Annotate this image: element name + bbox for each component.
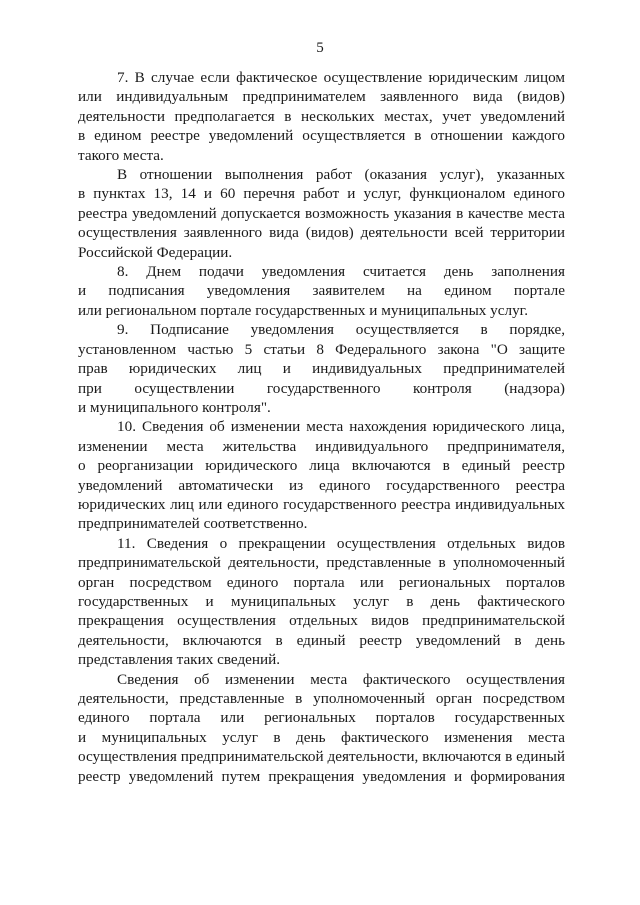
text-line: Российской Федерации. [78,243,233,261]
text-line: единого портала или региональных порталов государственных [78,709,565,727]
paragraph-7 [78,670,565,786]
text-line: деятельности, представленные в уполномоченный орган посредством [78,690,565,707]
text-line: деятельности предполагается в нескольких местах, учет уведомлений [78,107,565,125]
text-line: 11. Сведения о прекращении осуществления отдельных видов [117,534,565,552]
body-text [78,68,565,786]
text-line: в пунктах 13, 14 и 60 перечня работ и услуг, функционалом единого [78,185,565,203]
text-line: такого места. [78,146,164,164]
text-line: 8. Днем подачи уведомления считается день заполнения [117,263,565,281]
text-line: осуществления заявленного вида (видов) деятельности всей территории [78,224,565,242]
paragraph-6 [78,534,565,670]
text-line: 10. Сведения об изменении места нахождения юридического лица, [117,418,565,436]
text-line: государственных и муниципальных услуг в день фактического [78,592,565,610]
text-line: предпринимательской деятельности, представленные в уполномоченный [78,554,565,572]
text-line: представления таких сведений. [78,651,281,669]
text-line: прекращения осуществления отдельных видов предпринимательской [78,612,565,630]
text-line: о реорганизации юридического лица включаются в единый реестр [78,457,565,475]
text-line: уведомлений автоматически из единого государственного реестра [78,476,565,494]
text-line: Сведения об изменении места фактического осуществления [117,670,565,688]
text-line: или индивидуальным предпринимателем заявленного вида (видов) [78,88,565,106]
paragraph-1 [78,68,565,165]
paragraph-3 [78,262,565,320]
text-line: осуществления предпринимательской деятельности, включаются в единый [78,748,565,766]
paragraph-4 [78,320,565,417]
text-line: предпринимателей соответственно. [78,515,308,533]
text-line: изменении места жительства индивидуального предпринимателя, [78,437,565,455]
text-line: 7. В случае если фактическое осуществление юридическим лицом [117,69,565,86]
paragraph-2 [78,165,565,262]
page-number: 5 [316,40,324,56]
text-line: В отношении выполнения работ (оказания услуг), указанных [117,166,565,184]
text-line: и подписания уведомления заявителем на едином портале [78,282,565,300]
text-line: установленном частью 5 статьи 8 Федерального закона "О защите [78,340,565,358]
text-line: деятельности, включаются в единый реестр уведомлений в день [78,631,565,649]
text-line: и муниципальных услуг в день фактического изменения места [78,728,565,746]
paragraph-5 [78,417,565,533]
text-line: при осуществлении государственного контроля (надзора) [78,379,565,397]
text-line: прав юридических лиц и индивидуальных предпринимателей [78,360,565,378]
text-line: орган посредством единого портала или региональных порталов [78,573,565,591]
text-line: реестр уведомлений путем прекращения уведомления и формирования [78,767,565,785]
text-line: или региональном портале государственных и муниципальных услуг. [78,301,528,319]
text-line: реестра уведомлений допускается возможность указания в качестве места [78,204,565,222]
text-line: в едином реестре уведомлений осуществляется в отношении каждого [78,127,565,145]
text-line: юридических лиц или единого государственного реестра индивидуальных [78,495,565,513]
text-line: и муниципального контроля". [78,398,271,416]
text-line: 9. Подписание уведомления осуществляется в порядке, [117,321,565,339]
